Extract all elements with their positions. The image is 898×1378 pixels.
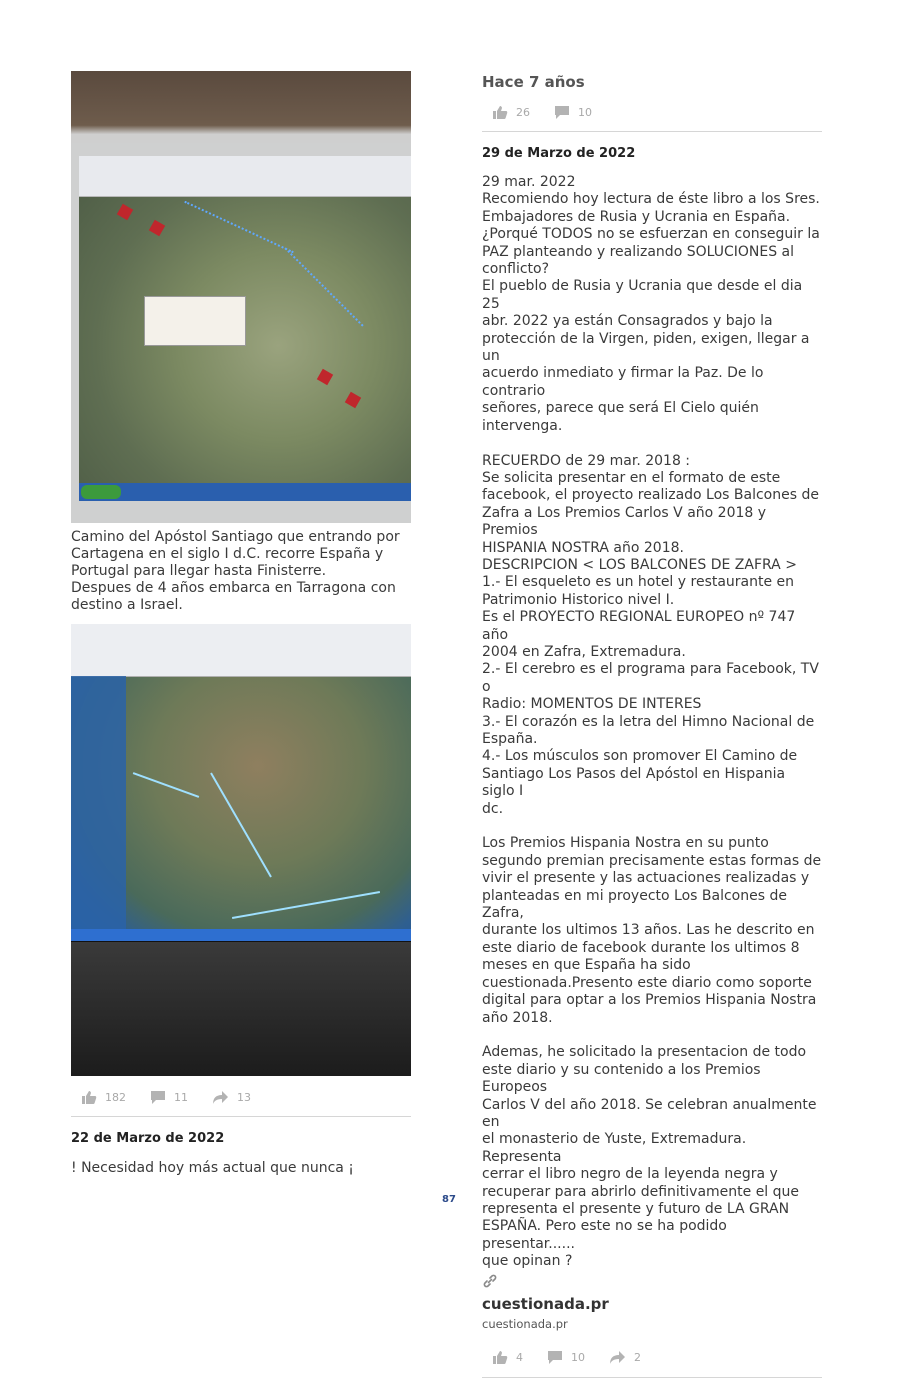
atlantic-ocean (71, 676, 126, 929)
post-date: 29 de Marzo de 2022 (482, 146, 636, 161)
map-annotation-note (144, 296, 246, 346)
comment-icon (547, 1350, 563, 1365)
photo-monitor-map-iberia (71, 624, 411, 1076)
taskbar (71, 929, 411, 941)
start-button (81, 485, 121, 499)
share-count: 2 (634, 1351, 641, 1365)
comment-button[interactable] (547, 1350, 585, 1365)
comment-count: 10 (578, 105, 592, 119)
left-column (71, 71, 411, 1177)
share-button[interactable] (609, 1350, 641, 1365)
post-body: 29 mar. 2022 Recomiendo hoy lectura de éste libro a los Sres. Embajadores de Rusia y Ucrania en España. ¿Porqué TODOS no se esfuerzan en conseguir la PAZ planteando y realizando SOLUCIONES al conflicto? El pueblo de Rusia y Ucrania que desde el dia 25 abr. 2022 ya están Consagrados y bajo la protección de la Virgen, piden, exigen, llegar a un acuerdo inmediato y firmar la Paz. De lo contrario señores, parece que será El Cielo quién intervenga. RECUERDO de 29 mar. 2018 : Se solicita presentar en el formato de este facebook, el proyecto realizado Los Balcones de Zafra a Los Premios Carlos V año 2018 y Premios HISPANIA NOSTRA año 2018. DESCRIPCION < LOS BALCONES DE ZAFRA > 1.- El esqueleto es un hotel y restaurante en Patrimonio Historico nivel I. Es el PROYECTO REGIONAL EUROPEO nº 747 año 2004 en Zafra, Extremadura. 2.- El cerebro es el programa para Facebook, TV o Radio: MOMENTOS DE INTERES 3.- El corazón es la letra del Himno Nacional de España. 4.- Los músculos son promover El Camino de Santiago Los Pasos del Apóstol en Hispania siglo I dc. Los Premios Hispania Nostra en su punto segundo premian precisamente estas formas de vivir el presente y las actuaciones realizadas y planteadas en mi proyecto Los Balcones de Zafra, durante los ultimos 13 años. Las he descrito en este diario de facebook durante los ultimos 8 meses en que España ha sido cuestionada.Presento este diario como soporte digital para optar a los Premios Hispania Nostra año 2018. Ademas, he solicitado la presentacion de todo este diario y su contenido a los Premios Europeos Carlos V del año 2018. Se celebran anualmente en el monasterio de Yuste, Extremadura. Representa cerrar el libro negro de la leyenda negra y recuperar para abrirlo definitivamente el que representa el presente y futuro de LA GRAN ESPAÑA. Pero este no se ha podido presentar...... que opinan ? (482, 174, 822, 1270)
link-icon (482, 1273, 498, 1289)
comment-button[interactable] (150, 1090, 188, 1105)
thumbs-up-icon (81, 1090, 97, 1105)
post-text: ! Necesidad hoy más actual que nunca ¡ (71, 1160, 354, 1176)
share-button[interactable] (212, 1090, 251, 1105)
like-count: 26 (516, 105, 530, 119)
map-screen (79, 156, 411, 501)
post-date: 22 de Marzo de 2022 (71, 1131, 225, 1146)
like-count: 4 (516, 1351, 523, 1365)
comment-icon (150, 1090, 166, 1105)
like-button[interactable] (492, 105, 530, 120)
share-icon (609, 1350, 626, 1365)
photo-caption: Camino del Apóstol Santiago que entrando por Cartagena en el siglo I d.C. recorre España y Portugal para llegar hasta Finisterre. Despues de 4 años embarca en Tarragona con destino a Israel. (71, 529, 400, 613)
comment-icon (554, 105, 570, 120)
photo-monitor-map-zafra (71, 71, 411, 523)
like-count: 182 (105, 1090, 126, 1104)
share-count: 13 (237, 1090, 251, 1104)
page-number: 87 (442, 1194, 456, 1205)
thumbs-up-icon (492, 105, 508, 120)
reactions-bar (482, 1347, 822, 1378)
reactions-bar (482, 101, 822, 132)
share-icon (212, 1090, 229, 1105)
thumbs-up-icon (492, 1350, 508, 1365)
time-ago: Hace 7 años (482, 73, 585, 91)
comment-count: 11 (174, 1090, 188, 1104)
like-button[interactable] (492, 1350, 523, 1365)
right-column (482, 71, 822, 1378)
link-preview-title[interactable]: cuestionada.pr (482, 1294, 609, 1313)
link-preview-domain: cuestionada.pr (482, 1316, 568, 1331)
like-button[interactable] (81, 1090, 126, 1105)
map-screen (71, 624, 411, 939)
comment-count: 10 (571, 1351, 585, 1365)
monitor-base (71, 942, 411, 1076)
taskbar (79, 483, 411, 501)
browser-toolbar (79, 156, 411, 197)
comment-button[interactable] (554, 105, 592, 120)
reactions-bar (71, 1086, 411, 1117)
browser-toolbar (71, 624, 411, 677)
